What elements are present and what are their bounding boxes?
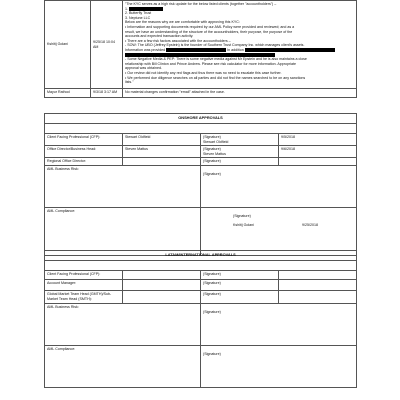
signature-field: (Signature) Steven Mattus xyxy=(201,146,279,158)
review-comment xyxy=(123,1,357,89)
approval-role-label: AML Compliance: xyxy=(45,208,201,256)
table-row xyxy=(45,251,357,261)
signature-field: (Signature) Stewart Oldfield xyxy=(201,134,279,146)
comment-line: result, we have an understanding of the structure of the accountholders, their purpose, the purpose of the xyxy=(125,29,293,34)
section-title: LATAM/INTERNATIONAL APPROVALS xyxy=(45,251,357,261)
redaction-block xyxy=(129,7,163,11)
table-row xyxy=(45,280,357,291)
comment-line: 2. Butterfly Trust xyxy=(125,11,152,16)
table-row xyxy=(45,271,357,280)
approval-role-label: AML Business Risk: xyxy=(45,166,201,208)
review-comment: No material changes confirmation "email" attached in the case. xyxy=(123,89,357,98)
table-row xyxy=(45,1,357,89)
approval-date: 9/6/2018 xyxy=(279,146,357,158)
signature-field: (Signature) xyxy=(201,280,279,291)
signature-field: (Signature) xyxy=(201,291,279,304)
signature-field: (Signature) xyxy=(201,346,357,388)
table-row xyxy=(45,134,357,146)
latam-approvals-table xyxy=(44,250,357,388)
review-date: 9/25/18 10:04 AM xyxy=(91,1,123,89)
approver-name xyxy=(123,271,201,280)
approval-date xyxy=(279,271,357,280)
signature-field: (Signature) xyxy=(201,271,279,280)
signature-field: (Signature) xyxy=(201,158,279,166)
comment-line: - Some Negative Media & PEP: There is some negative media against Mr Epstein and he is also maintains a close xyxy=(125,57,307,62)
table-row xyxy=(45,208,357,256)
approval-role-label: AML Compliance: xyxy=(45,346,201,388)
comment-line: approval was obtained. xyxy=(125,66,162,71)
comment-line: Information was provided In addition xyxy=(125,48,354,53)
section-title: ONSHORE APPROVALS xyxy=(45,114,357,124)
comment-line: 3. Neptune LLC xyxy=(125,15,151,20)
approval-date: 9/5/2018 xyxy=(279,134,357,146)
comment-line: Below are the reasons why we are comfortable with approving this KYC: xyxy=(125,20,240,25)
comment-line: • There are a few risk factors associated with the accountholders – xyxy=(125,38,231,43)
table-row xyxy=(45,261,357,271)
approval-role-label: Global Market Team Head (GMTH)/Sub-Market Team Head (SMTH): xyxy=(45,291,123,304)
table-row xyxy=(45,158,357,166)
table-row xyxy=(45,166,357,208)
comment-line: • We performed due diligence searches on all parties and did not find the names searched to be on any sanctions xyxy=(125,75,306,80)
kyc-comments-table xyxy=(44,0,357,98)
comment-line: accounts and expected transaction activity. xyxy=(125,34,194,39)
approval-role-label: Client Facing Professional (CFP): xyxy=(45,271,123,280)
table-row xyxy=(45,291,357,304)
redaction-block xyxy=(125,53,275,57)
comment-line: - SOW: The UBO (Jeffrey Epstein) is the founder of Southern Trust Company Inc. which manages client's assets. xyxy=(125,43,305,48)
approval-date xyxy=(279,280,357,291)
signature-field: (Signature) Kshitij Golani 9/25/2018 xyxy=(201,208,357,256)
table-row xyxy=(45,146,357,158)
spacer-row xyxy=(45,124,357,134)
spacer-row xyxy=(45,261,357,271)
approver-name: Steven Mattus xyxy=(123,146,201,158)
approver-name xyxy=(123,280,201,291)
approval-role-label: AML Business Risk: xyxy=(45,304,201,346)
approval-date xyxy=(279,291,357,304)
onshore-approvals-table xyxy=(44,113,357,256)
approver-name: Stewart Oldfield xyxy=(123,134,201,146)
approval-role-label: Client Facing Professional (CFP): xyxy=(45,134,123,146)
table-row xyxy=(45,124,357,134)
signature-field: (Signature) xyxy=(201,304,357,346)
approval-role-label: Account Manager: xyxy=(45,280,123,291)
approver-name xyxy=(123,291,201,304)
approval-role-label: Office Director/Business Head: xyxy=(45,146,123,158)
approval-date xyxy=(279,158,357,166)
table-row xyxy=(45,114,357,124)
table-row xyxy=(45,89,357,98)
redaction-block xyxy=(166,48,226,52)
comment-line: • Information and supporting documents required by our AML Policy were provided and reviewed; and as a xyxy=(125,24,295,29)
review-date: 9/3/18 3:17 AM xyxy=(91,89,123,98)
approval-role-label: Regional Office Director: xyxy=(45,158,123,166)
comment-line: relationship with Bill Clinton and Prince Andrew. Please see risk calculator for more information. Appropriate xyxy=(125,61,296,66)
comment-line: • Our review did not identify any red flags and thus there was no need to escalate this case further. xyxy=(125,70,282,75)
reviewer-name: Kshitij Golani xyxy=(45,1,91,89)
table-row xyxy=(45,346,357,388)
comment-line: 1. xyxy=(125,7,354,12)
signature-field: (Signature) xyxy=(201,166,357,208)
table-row xyxy=(45,304,357,346)
redaction-block xyxy=(245,48,335,52)
comment-line: lists." xyxy=(125,80,134,85)
reviewer-name: Mayur Rathod xyxy=(45,89,91,98)
approver-name xyxy=(123,158,201,166)
comment-line: "The KYC serves as a high risk update for the below listed clients (together "accountholders") – xyxy=(125,2,277,6)
